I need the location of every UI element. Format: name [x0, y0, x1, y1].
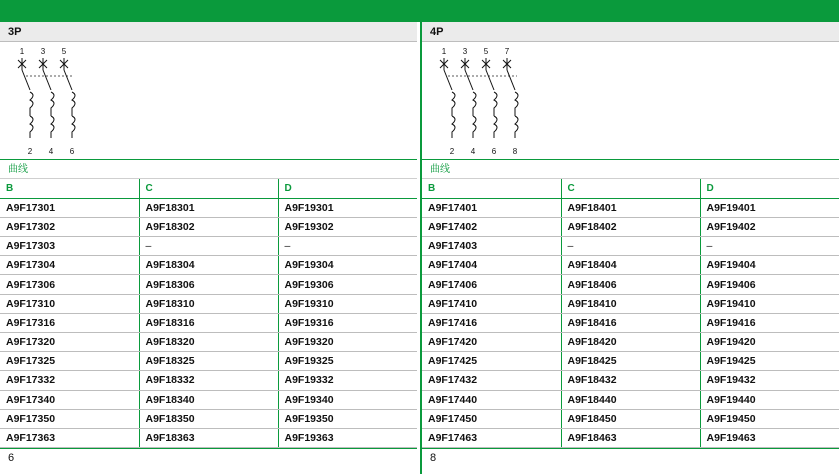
pole-label-bottom: 8 — [512, 147, 518, 156]
pole-label-bottom: 6 — [69, 147, 75, 156]
table-cell: A9F18404 — [561, 256, 700, 275]
table-cell: A9F19410 — [700, 294, 839, 313]
table-cell: A9F17332 — [0, 371, 139, 390]
table-row — [422, 237, 839, 256]
table-row — [422, 275, 839, 294]
table-row — [422, 333, 839, 352]
table-cell: A9F19406 — [700, 275, 839, 294]
table-cell: – — [561, 237, 700, 256]
table-cell: A9F18350 — [139, 409, 278, 428]
table-cell: A9F19463 — [700, 428, 839, 447]
table-cell: A9F19310 — [278, 294, 417, 313]
table-cell: A9F17310 — [0, 294, 139, 313]
table-row — [0, 237, 417, 256]
table-cell: A9F17402 — [422, 217, 561, 236]
table-row — [422, 198, 839, 217]
table-cell: A9F18304 — [139, 256, 278, 275]
table-cell: A9F19301 — [278, 198, 417, 217]
panel-footer: 6 — [0, 448, 417, 467]
table-cell: A9F19363 — [278, 428, 417, 447]
table-cell: A9F17440 — [422, 390, 561, 409]
table-cell: A9F19402 — [700, 217, 839, 236]
table-cell: A9F17340 — [0, 390, 139, 409]
column-header-c: C — [139, 179, 278, 198]
table-row — [0, 333, 417, 352]
table-row — [422, 352, 839, 371]
table-cell: A9F18401 — [561, 198, 700, 217]
table-cell: A9F17302 — [0, 217, 139, 236]
table-cell: A9F18440 — [561, 390, 700, 409]
table-row — [0, 198, 417, 217]
table-cell: A9F19340 — [278, 390, 417, 409]
pole-label-top: 3 — [462, 47, 468, 56]
table-cell: A9F17420 — [422, 333, 561, 352]
table-cell: A9F18410 — [561, 294, 700, 313]
table-cell: A9F17432 — [422, 371, 561, 390]
table-cell: A9F19404 — [700, 256, 839, 275]
table-cell: A9F18302 — [139, 217, 278, 236]
table-cell: A9F18432 — [561, 371, 700, 390]
table-cell: A9F19425 — [700, 352, 839, 371]
table-cell: A9F17306 — [0, 275, 139, 294]
table-cell: A9F17404 — [422, 256, 561, 275]
table-cell: A9F17450 — [422, 409, 561, 428]
panel-3p — [0, 22, 417, 474]
table-cell: A9F19325 — [278, 352, 417, 371]
table-cell: A9F17463 — [422, 428, 561, 447]
table-cell: A9F19450 — [700, 409, 839, 428]
table-row — [422, 409, 839, 428]
table-cell: A9F17350 — [0, 409, 139, 428]
pole-label-bottom: 6 — [491, 147, 497, 156]
circuit-breaker-schematic-icon — [436, 46, 546, 158]
table-cell: A9F17301 — [0, 198, 139, 217]
table-row — [0, 256, 417, 275]
table-cell: A9F18316 — [139, 313, 278, 332]
table-row — [422, 217, 839, 236]
table-cell: A9F17425 — [422, 352, 561, 371]
pole-label-top: 3 — [40, 47, 46, 56]
table-cell: – — [139, 237, 278, 256]
table-cell: A9F18463 — [561, 428, 700, 447]
table-cell: A9F17303 — [0, 237, 139, 256]
table-cell: A9F18416 — [561, 313, 700, 332]
top-accent-bar — [0, 0, 839, 22]
table-cell: A9F19306 — [278, 275, 417, 294]
column-header-b: B — [0, 179, 139, 198]
pole-label-top: 5 — [61, 47, 67, 56]
table-row — [422, 390, 839, 409]
table-cell: – — [278, 237, 417, 256]
curve-label: 曲线 — [0, 160, 417, 179]
table-cell: A9F19304 — [278, 256, 417, 275]
schematic-area — [0, 42, 417, 160]
table-row — [422, 371, 839, 390]
table-cell: A9F17363 — [0, 428, 139, 447]
table-row — [0, 371, 417, 390]
table-cell: A9F19401 — [700, 198, 839, 217]
table-cell: A9F18406 — [561, 275, 700, 294]
table-cell: A9F19416 — [700, 313, 839, 332]
pole-label-top: 5 — [483, 47, 489, 56]
table-cell: A9F19302 — [278, 217, 417, 236]
schematic-area — [422, 42, 839, 160]
table-row — [0, 352, 417, 371]
table-row — [0, 409, 417, 428]
pole-label-bottom: 2 — [27, 147, 33, 156]
table-cell: A9F18425 — [561, 352, 700, 371]
table-cell: A9F18325 — [139, 352, 278, 371]
table-header-row — [422, 179, 839, 198]
table-cell: A9F18363 — [139, 428, 278, 447]
table-cell: A9F19320 — [278, 333, 417, 352]
table-row — [0, 390, 417, 409]
table-cell: A9F19420 — [700, 333, 839, 352]
panel-4p — [422, 22, 839, 474]
table-cell: A9F18306 — [139, 275, 278, 294]
table-row — [0, 428, 417, 447]
curve-label: 曲线 — [422, 160, 839, 179]
table-cell: A9F18402 — [561, 217, 700, 236]
pole-label-bottom: 2 — [449, 147, 455, 156]
table-cell: A9F19350 — [278, 409, 417, 428]
table-row — [422, 428, 839, 447]
table-cell: A9F17304 — [0, 256, 139, 275]
table-cell: A9F18301 — [139, 198, 278, 217]
table-row — [0, 217, 417, 236]
circuit-breaker-schematic-icon — [14, 46, 104, 158]
column-header-c: C — [561, 179, 700, 198]
pole-label-top: 1 — [441, 47, 447, 56]
table-row — [0, 313, 417, 332]
table-cell: A9F17406 — [422, 275, 561, 294]
reference-table — [0, 179, 417, 448]
panel-heading: 3P — [0, 22, 417, 42]
pole-label-bottom: 4 — [48, 147, 54, 156]
table-cell: A9F17410 — [422, 294, 561, 313]
table-cell: A9F18420 — [561, 333, 700, 352]
table-cell: A9F19316 — [278, 313, 417, 332]
reference-table — [422, 179, 839, 448]
table-row — [422, 256, 839, 275]
table-cell: A9F18310 — [139, 294, 278, 313]
pole-label-top: 7 — [504, 47, 510, 56]
table-cell: A9F17416 — [422, 313, 561, 332]
table-row — [0, 275, 417, 294]
table-cell: A9F19432 — [700, 371, 839, 390]
table-cell: A9F18340 — [139, 390, 278, 409]
table-cell: A9F17403 — [422, 237, 561, 256]
pole-label-top: 1 — [19, 47, 25, 56]
panel-heading: 4P — [422, 22, 839, 42]
pole-label-bottom: 4 — [470, 147, 476, 156]
table-row — [0, 294, 417, 313]
column-header-d: D — [278, 179, 417, 198]
table-cell: A9F17401 — [422, 198, 561, 217]
table-row — [422, 313, 839, 332]
table-cell: A9F19440 — [700, 390, 839, 409]
table-cell: A9F18450 — [561, 409, 700, 428]
table-cell: A9F19332 — [278, 371, 417, 390]
table-cell: A9F17320 — [0, 333, 139, 352]
column-header-d: D — [700, 179, 839, 198]
table-row — [422, 294, 839, 313]
table-cell: A9F18320 — [139, 333, 278, 352]
table-cell: A9F17316 — [0, 313, 139, 332]
table-cell: A9F18332 — [139, 371, 278, 390]
table-header-row — [0, 179, 417, 198]
column-header-b: B — [422, 179, 561, 198]
table-cell: A9F17325 — [0, 352, 139, 371]
table-cell: – — [700, 237, 839, 256]
panel-footer: 8 — [422, 448, 839, 467]
